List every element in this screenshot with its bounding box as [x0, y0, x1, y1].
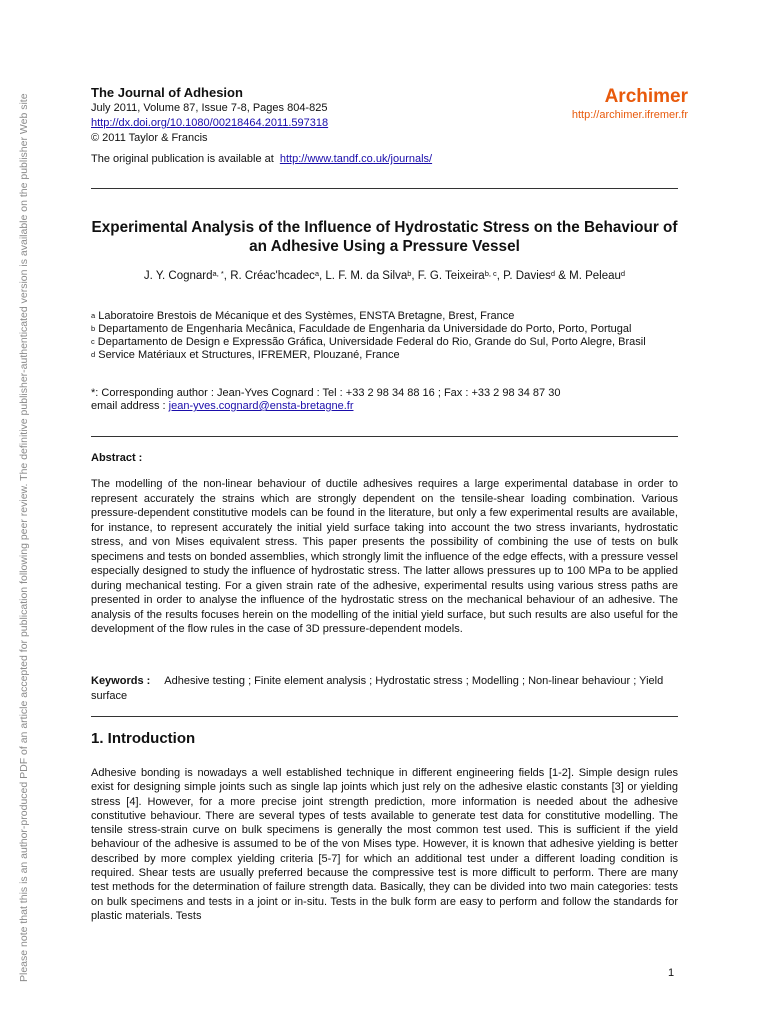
- author-separator: &: [555, 270, 570, 282]
- affiliation-item: [91, 349, 678, 362]
- author-affiliation-mark: b: [407, 269, 412, 278]
- journal-info: [91, 84, 328, 146]
- affiliation-text: Service Matériaux et Structures, IFREMER, Plouzané, France: [95, 349, 400, 361]
- author-affiliation-mark: a: [314, 269, 320, 278]
- archimer-url[interactable]: http://archimer.ifremer.fr: [571, 109, 688, 121]
- affiliations: [91, 310, 678, 362]
- author-separator: ,: [411, 270, 418, 282]
- author-name: P. Davies: [503, 270, 551, 282]
- journal-name: The Journal of Adhesion: [91, 85, 243, 100]
- original-publication: [91, 153, 432, 165]
- author-separator: ,: [223, 270, 231, 282]
- affiliation-text: Departamento de Engenharia Mecânica, Faculdade de Engenharia da Universidade do Porto, Porto, Portugal: [95, 323, 632, 335]
- original-publication-link[interactable]: http://www.tandf.co.uk/journals/: [279, 153, 433, 165]
- author-affiliation-mark: a, *: [212, 269, 224, 278]
- keywords-label: Keywords :: [91, 675, 151, 687]
- affiliation-mark: b: [91, 324, 96, 333]
- author-separator: ,: [319, 270, 326, 282]
- affiliation-mark: c: [91, 337, 95, 346]
- author-separator: ,: [496, 270, 504, 282]
- abstract-body: The modelling of the non-linear behaviour of ductile adhesives requires a large experimental database in order to represent accurately the strains which are strongly dependent on the tensile-shear loading combination. Various pressure-dependent constitutive models can be found in the literature, but only a few experimental results are available, for instance, to represent accurately the initial yield surface taking into account the two stress invariants, hydrostatic stress, and von Mises equivalent stress. This paper presents the possibility of combining the use of tests on bulk specimens and tests on bonded assemblies, which strongly limit the influence of the edge effects, with a pressure vessel especially designed to study the influence of hydrostatic stress. The latter allows pressures up to 100 MPa to be applied during mechanical testing. For a given strain rate of the adhesive, experimental results using various stress paths are presented in order to analyse the influence of the hydrostatic stress on the mechanical behaviour of an adhesive. The analysis of the results focuses herein on the modelling of the initial yield surface, but such results are also useful for the development of the flow rules in the case of 3D pressure-dependent models.: [91, 478, 678, 635]
- author-name: L. F. M. da Silva: [325, 270, 408, 282]
- introduction-body: Adhesive bonding is nowadays a well established technique in different engineering fields [1-2]. Simple design rules exist for designing simple joints such as single lap joints which just rely on the adhesive elastic constants [3] or yielding stress [4]. However, for a more precise joint strength prediction, more information is needed about the adhesive constitutive behaviour. There are several types of tests available to generate test data for constitutive modelling. The tensile stress-strain curve on bulk specimens is generally the most common test used. This is sufficient if the yield behaviour of the adhesive is assumed to be of the von Mises type. However, it is known that adhesive yielding is better described by more complex yielding criteria [5-7] for which an additional test under a different loading condition is required. Shear tests are usually preferred because the compressive test is more difficult to perform. There are many test methods for the determination of failure strength data. Basically, they can be divided into two main categories: tests on bulk specimens and tests in a joint or in-situ. Tests in the bulk form are easy to perform and follow the standards for plastic materials. Tests: [91, 767, 678, 922]
- affiliation-mark: a: [91, 311, 96, 320]
- affiliation-item: [91, 310, 678, 323]
- affiliation-item: [91, 323, 678, 336]
- divider-middle: [91, 436, 678, 437]
- corresponding-author: [91, 387, 678, 413]
- keywords: [91, 674, 678, 703]
- author-name: F. G. Teixeira: [417, 270, 485, 282]
- abstract-heading: Abstract :: [91, 452, 143, 464]
- author-affiliation-mark: b, c: [484, 269, 497, 278]
- author-name: R. Créac'hcadec: [230, 270, 315, 282]
- page-number: 1: [668, 967, 675, 979]
- author-affiliation-mark: d: [620, 269, 626, 278]
- author-list: [91, 270, 678, 282]
- publisher-side-note: Please note that this is an author-produced PDF of an article accepted for publication following peer review. The definitive publisher-authenticated version is available on the publisher Web site: [18, 93, 30, 982]
- corresponding-author-line: *: Corresponding author : Jean-Yves Cognard : Tel : +33 2 98 34 88 16 ; Fax : +33 2 98 34 87 30: [91, 387, 561, 399]
- author-name: J. Y. Cognard: [143, 270, 213, 282]
- doi-link[interactable]: http://dx.doi.org/10.1080/00218464.2011.597318: [91, 117, 329, 129]
- affiliation-item: [91, 336, 678, 349]
- archimer-name: Archimer: [604, 86, 688, 107]
- author-affiliation-mark: d: [550, 269, 556, 278]
- original-publication-text: The original publication is available at: [91, 153, 274, 165]
- divider-bottom: [91, 716, 678, 717]
- affiliation-text: Laboratoire Brestois de Mécanique et des Systèmes, ENSTA Bretagne, Brest, France: [95, 310, 515, 322]
- author-name: M. Peleau: [569, 270, 621, 282]
- journal-issue: July 2011, Volume 87, Issue 7-8, Pages 804-825: [91, 102, 328, 114]
- affiliation-text: Departamento de Design e Expressão Gráfica, Universidade Federal do Rio, Grande do Sul, Porto Alegre, Brasil: [94, 336, 646, 348]
- archimer-logo: [572, 86, 688, 122]
- email-label: email address :: [91, 400, 166, 412]
- email-link[interactable]: jean-yves.cognard@ensta-bretagne.fr: [168, 400, 354, 412]
- keywords-text: Adhesive testing ; Finite element analysis ; Hydrostatic stress ; Modelling ; Non-linear behaviour ; Yield surface: [91, 675, 664, 702]
- affiliation-mark: d: [91, 350, 96, 359]
- paper-title: Experimental Analysis of the Influence of Hydrostatic Stress on the Behaviour of an Adhesive Using a Pressure Vessel: [91, 219, 678, 255]
- copyright: © 2011 Taylor & Francis: [91, 132, 208, 144]
- divider-top: [91, 188, 678, 189]
- section-heading-introduction: 1. Introduction: [91, 730, 196, 747]
